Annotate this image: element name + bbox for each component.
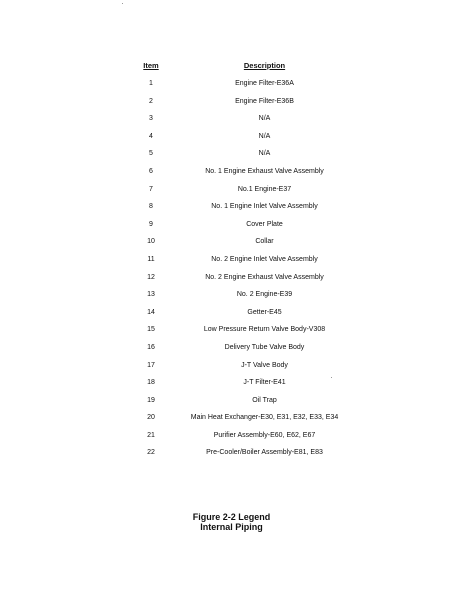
item-description: N/A <box>258 115 271 123</box>
item-number: 8 <box>149 203 153 211</box>
item-description: Cover Plate <box>246 220 283 228</box>
caption-title: Figure 2-2 Legend <box>192 512 271 522</box>
table-row <box>120 129 410 147</box>
table-row <box>120 358 410 376</box>
item-description: Engine Filter-E36A <box>235 80 294 87</box>
item-description: N/A <box>258 150 271 158</box>
item-number: 2 <box>149 97 153 105</box>
item-number: 18 <box>147 379 155 387</box>
item-number: 22 <box>147 449 155 457</box>
table-row <box>120 393 410 411</box>
table-row <box>120 217 410 235</box>
scan-speck <box>122 3 123 4</box>
table-row <box>120 428 410 446</box>
item-description: Engine Filter-E36B <box>235 97 294 105</box>
item-description: No. 2 Engine Exhaust Valve Assembly <box>205 273 324 281</box>
description-column-header: Description <box>243 61 286 70</box>
item-number: 12 <box>147 273 155 281</box>
item-number: 13 <box>147 291 155 299</box>
item-description: J-T Filter-E41 <box>243 379 286 387</box>
item-number: 1 <box>149 80 153 87</box>
table-row <box>120 322 410 340</box>
table-row <box>120 375 410 393</box>
item-description: No. 1 Engine Exhaust Valve Assembly <box>205 167 324 175</box>
table-row <box>120 146 410 164</box>
caption-subtitle: Internal Piping <box>200 522 263 532</box>
item-description: Pre-Cooler/Boiler Assembly-E81, E83 <box>206 449 323 457</box>
table-row <box>120 410 410 428</box>
item-number: 11 <box>147 255 155 263</box>
item-description: No. 2 Engine-E39 <box>236 291 293 299</box>
item-number: 17 <box>147 361 155 369</box>
table-row <box>120 199 410 217</box>
table-row <box>120 270 410 288</box>
item-number: 9 <box>149 220 153 228</box>
item-description: Collar <box>255 238 274 246</box>
legend-table <box>120 58 410 463</box>
table-row <box>120 164 410 182</box>
table-row <box>120 287 410 305</box>
item-description: Delivery Tube Valve Body <box>224 343 305 351</box>
item-column-header: Item <box>143 61 159 70</box>
item-number: 15 <box>147 326 155 334</box>
table-row <box>120 182 410 200</box>
table-header <box>120 58 410 76</box>
figure-caption <box>0 512 463 532</box>
item-description: J-T Valve Body <box>241 361 288 369</box>
table-row <box>120 76 410 94</box>
table-row <box>120 234 410 252</box>
table-row <box>120 340 410 358</box>
item-number: 20 <box>147 414 155 422</box>
item-number: 14 <box>147 308 155 316</box>
table-row <box>120 252 410 270</box>
item-description: Oil Trap <box>252 396 277 404</box>
item-number: 3 <box>149 115 153 123</box>
item-number: 6 <box>149 167 153 175</box>
table-row <box>120 305 410 323</box>
item-description: Purifier Assembly-E60, E62, E67 <box>213 431 316 439</box>
table-row <box>120 111 410 129</box>
item-number: 4 <box>149 132 153 140</box>
item-number: 16 <box>147 343 155 351</box>
item-description: Low Pressure Return Valve Body-V308 <box>203 326 326 334</box>
item-description: Getter-E45 <box>247 308 282 316</box>
item-number: 21 <box>147 431 155 439</box>
item-number: 7 <box>149 185 153 193</box>
table-row <box>120 94 410 112</box>
item-description: N/A <box>258 132 271 140</box>
item-description: No.1 Engine-E37 <box>237 185 292 193</box>
item-number: 19 <box>147 396 155 404</box>
item-number: 5 <box>149 150 153 158</box>
table-row <box>120 445 410 463</box>
legend-rows <box>120 76 410 463</box>
item-number: 10 <box>147 238 155 246</box>
item-description: No. 1 Engine Inlet Valve Assembly <box>211 203 318 211</box>
item-description: Main Heat Exchanger-E30, E31, E32, E33, E34 <box>190 414 339 422</box>
item-description: No. 2 Engine Inlet Valve Assembly <box>211 255 318 263</box>
